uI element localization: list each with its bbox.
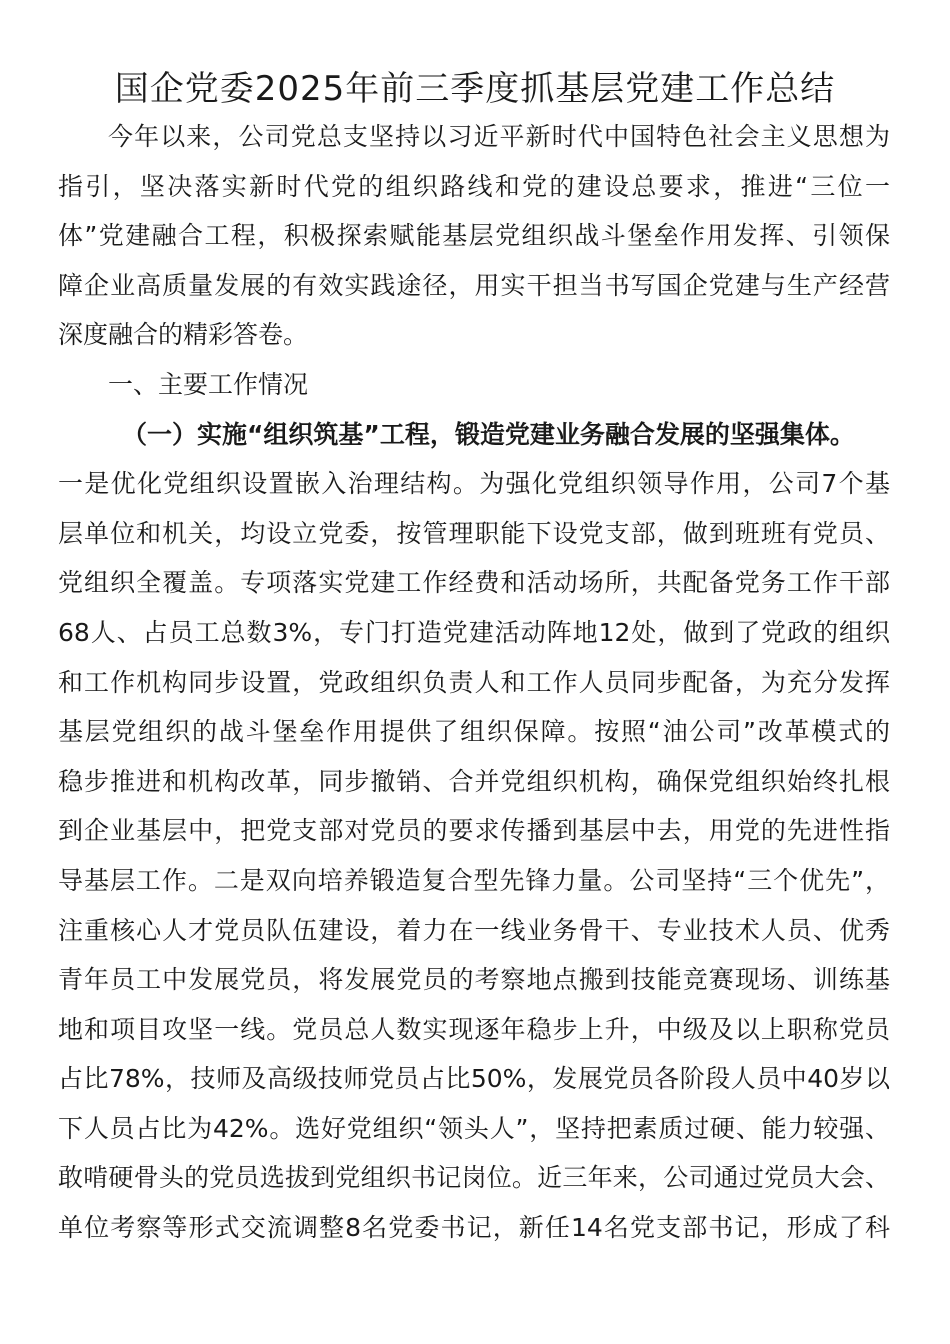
body-line: 青年员工中发展党员，将发展党员的考察地点搬到技能竞赛现场、训练基 — [58, 965, 890, 995]
document-title: 国企党委2025年前三季度抓基层党建工作总结 — [114, 69, 836, 109]
intro-line: 体”党建融合工程，积极探索赋能基层党组织战斗堡垒作用发挥、引领保 — [58, 221, 890, 251]
body-line: 下人员占比为42%。选好党组织“领头人”，坚持把素质过硬、能力较强、 — [58, 1113, 890, 1143]
body-line: 敢啃硬骨头的党员选拔到党组织书记岗位。近三年来，公司通过党员大会、 — [58, 1163, 890, 1193]
intro-line: 指引，坚决落实新时代党的组织路线和党的建设总要求，推进“三位一 — [58, 171, 890, 201]
intro-line: 今年以来，公司党总支坚持以习近平新时代中国特色社会主义思想为 — [108, 122, 890, 151]
body-line: 注重核心人才党员队伍建设，着力在一线业务骨干、专业技术人员、优秀 — [58, 915, 890, 945]
section-heading: 一、主要工作情况 — [108, 369, 309, 399]
intro-line: 障企业高质量发展的有效实践途径，用实干担当书写国企党建与生产经营 — [58, 270, 890, 300]
subsection-heading: （一）实施“组织筑基”工程，锻造党建业务融合发展的坚强集体。 — [122, 419, 855, 449]
body-line: 稳步推进和机构改革，同步撤销、合并党组织机构，确保党组织始终扎根 — [58, 766, 890, 796]
body-line: 基层党组织的战斗堡垒作用提供了组织保障。按照“油公司”改革模式的 — [58, 717, 890, 747]
body-line: 一是优化党组织设置嵌入治理结构。为强化党组织领导作用，公司7个基 — [58, 469, 890, 499]
body-line: 68人、占员工总数3%，专门打造党建活动阵地12处，做到了党政的组织 — [58, 617, 890, 647]
body-line: 导基层工作。二是双向培养锻造复合型先锋力量。公司坚持“三个优先”， — [58, 865, 890, 895]
body-line: 单位考察等形式交流调整8名党委书记，新任14名党支部书记，形成了科 — [58, 1213, 890, 1243]
body-line: 到企业基层中，把党支部对党员的要求传播到基层中去，用党的先进性指 — [58, 816, 890, 846]
body-line: 地和项目攻坚一线。党员总人数实现逐年稳步上升，中级及以上职称党员 — [58, 1014, 890, 1044]
intro-line: 深度融合的精彩答卷。 — [58, 320, 309, 350]
body-line: 和工作机构同步设置，党政组织负责人和工作人员同步配备，为充分发挥 — [58, 667, 890, 697]
body-line: 层单位和机关，均设立党委，按管理职能下设党支部，做到班班有党员、 — [58, 518, 890, 548]
body-line: 党组织全覆盖。专项落实党建工作经费和活动场所，共配备党务工作干部 — [58, 568, 890, 598]
document-body — [58, 112, 890, 1253]
body-line: 占比78%，技师及高级技师党员占比50%，发展党员各阶段人员中40岁以 — [58, 1064, 890, 1094]
